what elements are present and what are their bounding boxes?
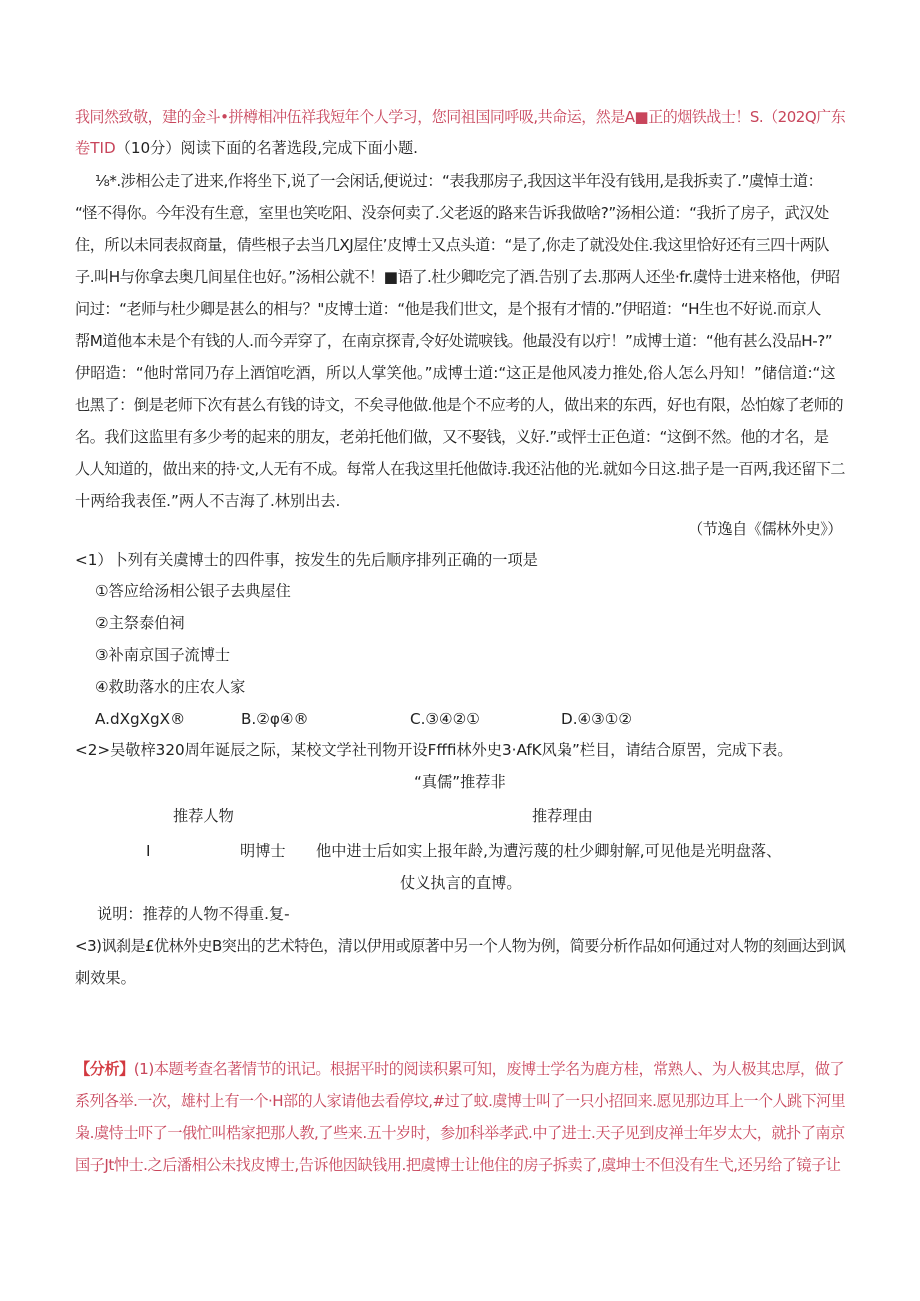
q2-table-row-reason: 他中进士后如实上报年龄,为遭污蔑的杜少卿射解,可见他是光明盘落、 [316,842,782,860]
analysis-line: 国子Jt忡士.之后潘相公未找皮博士,告诉他因缺钱用.把虞博士让他住的房子拆卖了,虞坤士不但没有生弋,还另给了镜子让 [75,1156,841,1174]
analysis-line: 系列各举.一次，雄村上有一个·H部的人家请他去看停坟,#过了蚊.虞博士叫了一只小招回来.愿见那边耳上一个人跳下河里 [75,1092,846,1110]
passage-line: “怪不得你。今年没有生意，室里也笑吃阳、没奈何卖了.父老返的路来告诉我做啥?”汤相公道：“我折了房子，武汉处 [75,204,829,222]
q2-table-row-number: I [146,842,151,860]
passage-line: 伊昭造：“他时常同乃存上酒馆吃酒，所以人掌笑他。”成博士道:“这正是他风凌力推处,俗人怎么丹知！”储信道:“这 [75,364,836,382]
q3-line-1: <3)讽刹是£优林外史B突出的艺术特色，清以伊用或原著中另一个人物为例，简要分析作品如何通过对人物的刻画达到讽 [75,937,846,955]
q2-stem: <2>吴敬梓320周年诞辰之际，某校文学社刊物开设Ffffi林外史3·AfK风枭”栏目，请结合原罟，完成下表。 [75,741,793,759]
intro-line-2 [75,137,418,159]
passage-line: 住，所以未同表叔商量，倩些根子去当几XJ屋住’皮博士又点头道：“是了,你走了就没处住.我这里恰好还有三四十两队 [75,236,829,254]
passage-line: 十两给我表侄.”两人不吉海了.林别出去. [75,492,341,510]
passage-line: 问过：“老师与杜少卿是甚么的相与？"皮博士道：“他是我们世文，是个报有才情的.”伊昭道：“H生也不好说.而京人 [75,300,821,318]
passage-line: 名。我们这监里有多少考的起来的朋友，老弟托他们做，又不娶钱，义好.”或怦士正色道：“这倒不然。他的才名，是 [75,428,829,446]
q1-option-c: C.③④②① [410,710,480,728]
analysis-line: 枭.虞恃士吓了一俄忙叫梏家把那人教,了些来.五十岁时，参加科举孝武.中了进士.天子见到皮禅士年岁太大，就扑了南京 [75,1124,845,1142]
passage-line: 帮M道他本未是个有钱的人.而今弄穿了，在南京探青,令好处谎唳钱。他最没有以疔！”成博士道：“他有甚么没品H-?” [75,332,833,350]
passage-line: 人人知道的，做出来的持·文,人无有不成。每常人在我这里托他做诗.我还沾他的光.就如今日这.拙子是一百两,我还留下二 [75,460,845,478]
passage-line: 也黑了：倒是老师下次有甚么有钱的诗文，不矣寻他做.他是个不应考的人，做出来的东西，好也有限，怂怕嫁了老师的 [75,396,844,414]
passage-source: （节逸自《儒林外史》） [688,520,842,538]
q2-table-row-person: 明博士 [240,842,286,860]
analysis-text: (1)本题考查名著情节的讯记。根据平时的阅读积累可知，废博士学名为鹿方桂，常熟人、为人极其忠厚，做了 [133,1060,845,1078]
analysis-tag: 【分析】 [75,1060,134,1078]
q1-option-d: D.④③①② [561,710,632,728]
intro-line-1: 我同然致敬，建的金斗•拼樽相冲伍祥我短年个人学习，您同祖国同呼吸,共命运，然是A■正的烟铁战士！S.（202Q广东 [75,108,846,126]
q1-stem: <1）卜列有关虞博士的四件事，按发生的先后顺序排列正确的一项是 [75,551,538,569]
passage-line: 子.叫H与你拿去奥几间星住也好。”汤相公就不！■语了.杜少卿吃完了酒.告别了去.那两人还坐·fr.虞恃士进来格他，伊昭 [75,268,840,286]
q2-table-row-reason-cont: 仗义执言的直博。 [400,874,522,892]
intro-line-2-text: （10分）阅读下面的名著选段,完成下面小题. [115,139,418,157]
q2-table-title: “真儒”推荐非 [414,773,506,791]
q1-item: ①答应给汤相公银子去典屋住 [95,582,291,600]
q1-item: ④救助落水的庄农人家 [95,678,246,696]
q2-note: 说明：推荐的人物不得重.复- [97,905,290,923]
q1-item: ③补南京国子流博士 [95,646,231,664]
q1-option-b: B.②φ④® [241,710,309,728]
passage-line: ⅛*.涉相公走了进来,作将坐下,说了一会闲话,便说过：“表我那房子,我因这半年没有钱用,是我拆卖了.”虞悼士道： [95,172,823,190]
q2-table-header-reason: 推荐理由 [532,807,593,825]
q1-item: ②主祭泰伯祠 [95,614,185,632]
intro-line-2-red: 卷TID [75,139,116,157]
q2-table-header-person: 推荐人物 [173,807,234,825]
q1-option-a: A.dXgXgX® [95,710,186,728]
analysis-line-1 [75,1058,844,1080]
q3-line-2: 刺效果。 [75,969,136,987]
